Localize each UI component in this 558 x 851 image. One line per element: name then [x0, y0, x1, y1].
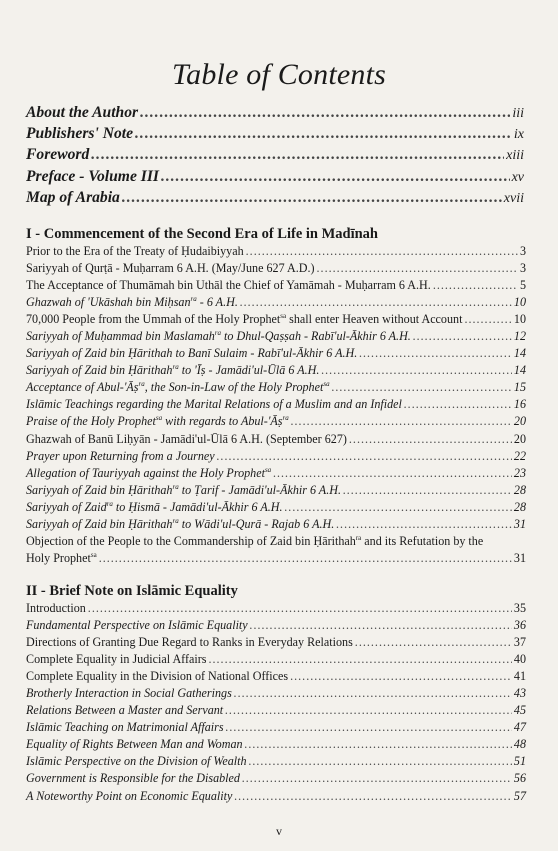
toc-entry-page: 10 [513, 295, 526, 310]
leader-dots [355, 635, 512, 650]
toc-entry-title: Relations Between a Master and Servant [26, 703, 224, 718]
leader-dots [464, 312, 511, 327]
honorific-superscript: sa [264, 465, 272, 474]
toc-entry-title: Sariyyah of Zaid$^{ra}$ to Ḥismā - Jamādi'ul-Ākhir 6 A.H. [26, 499, 283, 514]
leader-dots [226, 720, 512, 735]
toc-entry-page: 31 [513, 550, 526, 565]
toc-entry-page: 57 [513, 788, 526, 803]
toc-entry-page: 22 [513, 448, 526, 463]
toc-entry-page: 3 [519, 244, 526, 258]
toc-entry [26, 363, 526, 380]
toc-entry [26, 346, 526, 363]
leader-dots [135, 125, 512, 143]
leader-dots [317, 261, 518, 276]
leader-dots [234, 686, 512, 701]
leader-dots [404, 397, 512, 412]
toc-entry-wrapped-line: Objection of the People to the Commandership of Zaid bin Ḥārithah$^{ra}$ and its Refutation by the [26, 533, 484, 548]
page-title: Table of Contents [172, 58, 386, 91]
toc-entry-page: 10 [513, 312, 526, 327]
section-2-list [26, 601, 526, 806]
honorific-superscript: ra [172, 516, 179, 525]
toc-entry-page: 28 [513, 499, 526, 514]
toc-entry-page: 20 [513, 414, 526, 429]
toc-entry [26, 312, 526, 329]
leader-dots [140, 104, 510, 122]
toc-entry-title: Foreword [26, 146, 90, 164]
toc-entry [26, 168, 524, 189]
toc-entry-page: 16 [513, 397, 526, 412]
toc-entry [26, 104, 524, 125]
toc-entry-page: 35 [513, 601, 526, 615]
toc-entry-page: 20 [513, 431, 526, 446]
toc-entry-title: Complete Equality in the Division of National Offices [26, 669, 289, 684]
toc-entry-title: About the Author [26, 104, 139, 121]
toc-entry-title: Complete Equality in Judicial Affairs [26, 652, 207, 667]
toc-entry-title: Sariyyah of Zaid bin Ḥārithah$^{ra}$ to Ṭarif - Jamādi'ul-Ākhir 6 A.H. [26, 482, 341, 497]
toc-entry-title: Directions of Granting Due Regard to Ranks in Everyday Relations [26, 635, 353, 650]
toc-entry [26, 189, 524, 210]
honorific-superscript: ra [214, 329, 222, 338]
toc-entry [26, 601, 526, 618]
toc-entry-page: xv [511, 169, 524, 185]
toc-entry-page: 43 [513, 686, 526, 701]
toc-entry [26, 789, 526, 806]
toc-entry [26, 261, 526, 278]
toc-entry-title: Ghazwah of Banū Liḥyān - Jamādi'ul-Ūlā 6 A.H. (September 627) [26, 431, 347, 446]
leader-dots [234, 789, 512, 804]
honorific-superscript: ra [106, 499, 113, 508]
leader-dots [249, 754, 512, 769]
toc-entry-title: Map of Arabia [26, 188, 120, 206]
toc-entry-title: Islāmic Teachings regarding the Marital Relations of a Muslim and an Infidel [26, 397, 402, 412]
toc-entry-title: Sariyyah of Muḥammad bin Maslamah$^{ra}$ to Dhul-Qaṣṣah - Rabī'ul-Ākhir 6 A.H. [26, 329, 411, 344]
toc-entry-page: 14 [513, 363, 526, 378]
leader-dots [336, 517, 512, 532]
leader-dots [242, 771, 512, 786]
section-heading-2: II - Brief Note on Islāmic Equality [26, 583, 238, 599]
section-1-list [26, 244, 526, 568]
toc-entry [26, 329, 526, 346]
toc-entry-title: Holy Prophet$^{sa}$ [26, 550, 97, 565]
toc-entry-title: 70,000 People from the Ummah of the Holy Prophet$^{sa}$ shall enter Heaven without Account [26, 312, 463, 327]
toc-entry-page: 12 [513, 329, 526, 344]
front-matter-list [26, 104, 524, 210]
leader-dots [359, 346, 512, 361]
leader-dots [291, 414, 512, 429]
toc-entry [26, 125, 524, 146]
leader-dots [245, 737, 512, 752]
leader-dots [332, 380, 512, 395]
honorific-superscript: sa [155, 414, 163, 423]
toc-entry-title: Islāmic Teaching on Matrimonial Affairs [26, 720, 224, 735]
toc-entry-title: The Acceptance of Thumāmah bin Uthāl the Chief of Yamāmah - Muḥarram 6 A.H. [26, 278, 431, 293]
toc-entry-title: Brotherly Interaction in Social Gatherings [26, 686, 232, 701]
toc-entry-title: Prior to the Era of the Treaty of Ḥudaibiyyah [26, 244, 244, 258]
toc-entry-page: 31 [513, 516, 526, 531]
honorific-superscript: ra [138, 380, 145, 389]
honorific-superscript: sa [323, 380, 330, 389]
toc-entry-page: 47 [513, 720, 526, 735]
toc-entry-title: Allegation of Tauriyyah against the Holy Prophet$^{sa}$ [26, 465, 272, 480]
toc-entry-page: xvii [503, 190, 524, 206]
toc-entry-title: Preface - Volume III [26, 167, 159, 185]
honorific-superscript: ra [172, 363, 179, 372]
leader-dots [290, 669, 512, 684]
toc-entry-title: Sariyyah of Zaid bin Ḥārithah$^{ra}$ to Wādi'ul-Qurā - Rajab 6 A.H. [26, 516, 335, 531]
toc-entry-title: Acceptance of Abul-'Āṣ$^{ra}$, the Son-in-Law of the Holy Prophet$^{sa}$ [26, 380, 330, 395]
toc-entry-title: Equality of Rights Between Man and Woman [26, 737, 243, 752]
section-heading-1: I - Commencement of the Second Era of Life in Madīnah [26, 226, 379, 242]
leader-dots [433, 278, 518, 293]
toc-entry-page: 41 [513, 669, 526, 684]
leader-dots [91, 146, 504, 164]
toc-entry-page: 15 [513, 380, 526, 395]
toc-entry [26, 551, 526, 568]
page-number: v [276, 824, 282, 838]
toc-entry [26, 686, 526, 703]
toc-entry [26, 669, 526, 686]
toc-entry-page: xiii [506, 148, 524, 164]
leader-dots [285, 500, 512, 515]
leader-dots [250, 618, 512, 633]
honorific-superscript: ra [172, 482, 179, 491]
honorific-superscript: sa [90, 550, 97, 559]
toc-entry-page: 14 [513, 346, 526, 361]
toc-entry-page: 28 [513, 482, 526, 497]
leader-dots [99, 551, 512, 566]
toc-entry-title: A Noteworthy Point on Economic Equality [26, 788, 233, 803]
toc-entry-title: Islāmic Perspective on the Division of Wealth [26, 754, 247, 769]
toc-entry [26, 500, 526, 517]
toc-entry-page: 40 [513, 652, 526, 667]
leader-dots [413, 329, 512, 344]
toc-entry-page: 5 [519, 278, 526, 293]
toc-entry-page: 45 [513, 703, 526, 718]
toc-entry [26, 146, 524, 167]
toc-entry-title: Publishers' Note [26, 125, 134, 143]
leader-dots [88, 601, 512, 616]
toc-entry [26, 754, 526, 771]
toc-entry-page: 36 [513, 618, 526, 633]
honorific-superscript: sa [280, 312, 287, 321]
toc-entry-page: 23 [513, 465, 526, 480]
leader-dots [161, 168, 510, 186]
toc-entry-title: Sariyyah of Qurṭā - Muḥarram 6 A.H. (May/June 627 A.D.) [26, 261, 315, 276]
toc-entry-title: Sariyyah of Zaid bin Ḥārithah$^{ra}$ to 'Īṣ - Jamādi'ul-Ūlā 6 A.H. [26, 363, 320, 378]
toc-entry-page: 56 [513, 771, 526, 786]
toc-entry [26, 397, 526, 414]
toc-entry [26, 278, 526, 295]
leader-dots [122, 189, 502, 207]
toc-entry [26, 483, 526, 500]
toc-entry [26, 618, 526, 635]
honorific-superscript: ra [190, 295, 197, 304]
toc-entry [26, 703, 526, 720]
toc-entry-page: 51 [513, 754, 526, 769]
toc-entry-title: Prayer upon Returning from a Journey [26, 448, 215, 463]
toc-entry [26, 771, 526, 788]
leader-dots [208, 652, 511, 667]
toc-entry-title: Praise of the Holy Prophet$^{sa}$ with regards to Abul-'Āṣ$^{ra}$ [26, 414, 289, 429]
toc-entry [26, 635, 526, 652]
toc-entry [26, 414, 526, 431]
toc-entry [26, 295, 526, 312]
leader-dots [246, 244, 518, 259]
toc-entry [26, 432, 526, 449]
toc-entry-page: 37 [513, 635, 526, 650]
toc-entry [26, 517, 526, 534]
honorific-superscript: ra [282, 414, 289, 423]
leader-dots [349, 432, 512, 447]
toc-entry [26, 466, 526, 483]
honorific-superscript: ra [355, 533, 362, 542]
toc-entry [26, 652, 526, 669]
toc-entry-title: Government is Responsible for the Disabled [26, 771, 240, 786]
toc-entry-page: ix [513, 127, 524, 143]
toc-entry-page: iii [512, 106, 524, 121]
toc-entry [26, 244, 526, 261]
toc-entry-title: Fundamental Perspective on Islāmic Equality [26, 618, 248, 633]
leader-dots [217, 449, 512, 464]
toc-entry-title: Introduction [26, 601, 86, 615]
toc-entry-page: 48 [513, 737, 526, 752]
leader-dots [343, 483, 512, 498]
leader-dots [240, 295, 512, 310]
toc-entry [26, 720, 526, 737]
toc-entry-page: 3 [519, 261, 526, 276]
leader-dots [321, 363, 512, 378]
leader-dots [225, 703, 512, 718]
toc-entry [26, 449, 526, 466]
toc-entry [26, 380, 526, 397]
toc-entry-title: Ghazwah of 'Ukāshah bin Miḥsan$^{ra}$ - 6 A.H. [26, 295, 238, 310]
leader-dots [273, 466, 512, 481]
toc-entry-title: Sariyyah of Zaid bin Ḥārithah to Banī Sulaim - Rabī'ul-Ākhir 6 A.H. [26, 346, 358, 361]
toc-entry [26, 737, 526, 754]
